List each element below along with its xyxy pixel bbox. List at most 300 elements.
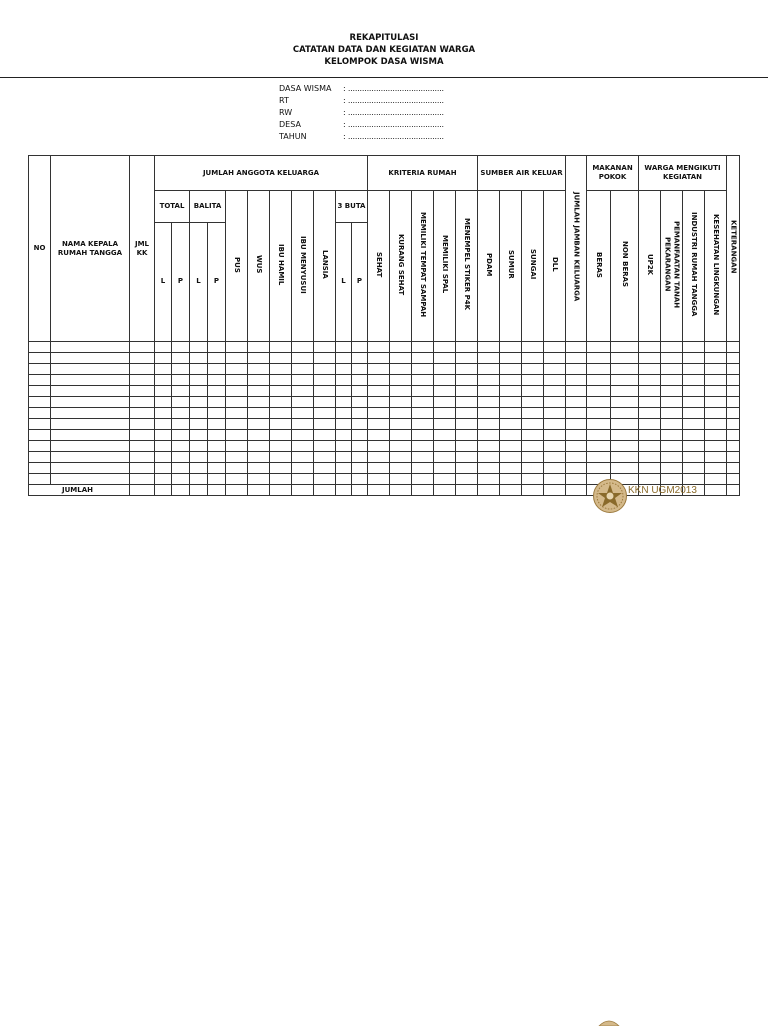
table-row (29, 408, 740, 419)
table-cell (130, 342, 155, 353)
table-cell (639, 386, 661, 397)
table-cell (456, 397, 478, 408)
col-pekarangan-label: PEMANFAATAN TANAH PEKARANGAN (663, 220, 681, 309)
table-cell (434, 364, 456, 375)
table-cell (226, 474, 248, 485)
table-cell (544, 463, 566, 474)
table-cell (292, 375, 314, 386)
col-pdam-header (478, 191, 500, 342)
table-cell (566, 342, 587, 353)
table-cell (456, 353, 478, 364)
table-cell (352, 430, 368, 441)
table-cell (130, 353, 155, 364)
table-cell (314, 397, 336, 408)
table-cell (155, 353, 172, 364)
table-cell (500, 474, 522, 485)
col-non-beras-label: NON BERAS (621, 241, 629, 288)
table-cell (705, 397, 727, 408)
table-cell (566, 375, 587, 386)
col-wus-header (248, 191, 270, 342)
table-row (29, 430, 740, 441)
table-cell (352, 441, 368, 452)
table-cell (683, 353, 705, 364)
col-jml-kk-header: JML KK (130, 156, 155, 342)
table-cell (500, 353, 522, 364)
table-cell (434, 408, 456, 419)
table-cell (611, 386, 639, 397)
table-cell (434, 386, 456, 397)
table-cell (130, 419, 155, 430)
table-cell (705, 353, 727, 364)
col-ibu-hamil-header (270, 191, 292, 342)
col-balita-p-header: P (208, 222, 226, 342)
col-nama-header: NAMA KEPALA RUMAH TANGGA (51, 156, 130, 342)
header-divider (0, 77, 768, 78)
table-cell (314, 364, 336, 375)
col-sehat-header (368, 191, 390, 342)
col-stiker-label: MENEMPEL STIKER P4K (463, 218, 471, 311)
table-cell (29, 353, 51, 364)
info-fields (279, 83, 444, 143)
table-cell (683, 452, 705, 463)
col-keterangan-label: KETERANGAN (729, 220, 738, 274)
info-label: DASA WISMA (279, 84, 332, 93)
table-cell (172, 474, 190, 485)
table-cell (248, 430, 270, 441)
table-cell (390, 364, 412, 375)
col-spal-header (434, 191, 456, 342)
table-cell (270, 463, 292, 474)
table-cell (51, 441, 130, 452)
table-cell (412, 364, 434, 375)
title-line-1: REKAPITULASI (349, 33, 419, 43)
table-cell (51, 342, 130, 353)
total-cell (248, 485, 270, 496)
info-row-rw (279, 107, 444, 119)
table-cell (727, 474, 740, 485)
table-cell (352, 386, 368, 397)
table-cell (456, 342, 478, 353)
col-jamban-label: JUMLAH JAMBAN KELUARGA (572, 192, 581, 302)
info-value: : ......................................... (343, 108, 444, 117)
col-industri-label: INDUSTRI RUMAH TANGGA (690, 212, 698, 317)
info-value: : ......................................... (343, 96, 444, 105)
table-cell (314, 408, 336, 419)
table-cell (336, 342, 352, 353)
table-cell (661, 430, 683, 441)
table-cell (190, 375, 208, 386)
table-cell (292, 408, 314, 419)
table-cell (29, 441, 51, 452)
table-cell (51, 353, 130, 364)
table-cell (368, 386, 390, 397)
table-cell (292, 353, 314, 364)
table-cell (208, 474, 226, 485)
col-industri-header (683, 191, 705, 342)
table-cell (500, 463, 522, 474)
table-cell (352, 474, 368, 485)
table-row (29, 375, 740, 386)
table-cell (155, 386, 172, 397)
col-pdam-label: PDAM (485, 252, 493, 277)
table-cell (611, 463, 639, 474)
total-cell (352, 485, 368, 496)
table-cell (226, 342, 248, 353)
table-row (29, 463, 740, 474)
table-cell (292, 430, 314, 441)
table-cell (522, 441, 544, 452)
table-cell (544, 375, 566, 386)
table-cell (130, 386, 155, 397)
table-cell (705, 452, 727, 463)
table-cell (51, 419, 130, 430)
table-cell (190, 342, 208, 353)
table-row (29, 474, 740, 485)
col-stiker-header (456, 191, 478, 342)
table-cell (478, 463, 500, 474)
table-cell (639, 441, 661, 452)
table-cell (248, 342, 270, 353)
table-cell (368, 375, 390, 386)
table-cell (208, 419, 226, 430)
table-cell (51, 452, 130, 463)
table-cell (51, 386, 130, 397)
table-cell (130, 474, 155, 485)
col-pus-label: PUS (233, 256, 241, 273)
table-cell (705, 419, 727, 430)
table-cell (683, 386, 705, 397)
table-cell (226, 386, 248, 397)
table-cell (352, 375, 368, 386)
col-tempat-sampah-header (412, 191, 434, 342)
col-total-l-header: L (155, 222, 172, 342)
total-cell (368, 485, 390, 496)
table-cell (130, 364, 155, 375)
table-row (29, 397, 740, 408)
table-cell (336, 463, 352, 474)
table-cell (412, 441, 434, 452)
group-warga-kegiatan-header: WARGA MENGIKUTI KEGIATAN (639, 156, 727, 191)
table-cell (190, 474, 208, 485)
table-cell (29, 342, 51, 353)
col-spal-label: MEMILIKI SPAL (441, 235, 449, 294)
table-cell (639, 397, 661, 408)
table-cell (292, 419, 314, 430)
table-cell (51, 397, 130, 408)
table-cell (248, 474, 270, 485)
table-row (29, 452, 740, 463)
table-body (29, 342, 740, 496)
col-beras-label: BERAS (595, 251, 603, 278)
table-cell (314, 353, 336, 364)
table-cell (130, 375, 155, 386)
col-dll-label: DLL (551, 257, 559, 272)
table-cell (522, 419, 544, 430)
table-cell (683, 397, 705, 408)
table-cell (130, 463, 155, 474)
table-cell (478, 364, 500, 375)
table-cell (314, 375, 336, 386)
table-cell (683, 342, 705, 353)
table-cell (314, 430, 336, 441)
table-cell (412, 474, 434, 485)
table-cell (705, 375, 727, 386)
table-cell (639, 463, 661, 474)
table-cell (190, 452, 208, 463)
col-buta-l-header: L (336, 222, 352, 342)
table-cell (292, 441, 314, 452)
table-cell (522, 342, 544, 353)
col-kesling-label: KESEHATAN LINGKUNGAN (712, 213, 720, 316)
table-cell (500, 430, 522, 441)
table-cell (412, 386, 434, 397)
table-cell (292, 452, 314, 463)
table-cell (390, 441, 412, 452)
table-cell (314, 452, 336, 463)
table-cell (705, 408, 727, 419)
col-pekarangan-header (661, 191, 683, 342)
table-cell (352, 419, 368, 430)
total-label: JUMLAH (29, 485, 130, 496)
table-cell (336, 474, 352, 485)
table-cell (727, 408, 740, 419)
table-cell (661, 342, 683, 353)
table-cell (248, 386, 270, 397)
total-cell (544, 485, 566, 496)
table-cell (478, 342, 500, 353)
table-cell (390, 375, 412, 386)
title-line-3: KELOMPOK DASA WISMA (324, 57, 444, 67)
col-total-p-header: P (172, 222, 190, 342)
info-label: RT (279, 96, 289, 105)
table-cell (190, 463, 208, 474)
table-cell (639, 342, 661, 353)
col-jamban-header (566, 156, 587, 342)
table-cell (208, 364, 226, 375)
col-balita-l-header: L (190, 222, 208, 342)
table-cell (412, 375, 434, 386)
table-cell (390, 408, 412, 419)
seal-fragment-icon (597, 1016, 621, 1026)
table-cell (661, 397, 683, 408)
info-row-rt (279, 95, 444, 107)
table-cell (434, 430, 456, 441)
table-cell (29, 375, 51, 386)
total-cell (226, 485, 248, 496)
table-cell (368, 419, 390, 430)
table-cell (500, 375, 522, 386)
table-cell (611, 375, 639, 386)
table-cell (336, 419, 352, 430)
table-cell (390, 463, 412, 474)
table-cell (587, 419, 611, 430)
total-cell (130, 485, 155, 496)
table-cell (172, 441, 190, 452)
table-cell (270, 452, 292, 463)
table-cell (130, 441, 155, 452)
table-cell (611, 408, 639, 419)
col-kurang-sehat-header (390, 191, 412, 342)
table-cell (226, 353, 248, 364)
table-cell (500, 397, 522, 408)
table-cell (412, 408, 434, 419)
table-cell (522, 430, 544, 441)
col-up2k-label: UP2K (646, 253, 654, 276)
col-sungai-header (522, 191, 544, 342)
table-cell (130, 452, 155, 463)
table-cell (661, 452, 683, 463)
col-sumur-header (500, 191, 522, 342)
table-cell (566, 441, 587, 452)
table-cell (29, 397, 51, 408)
table-cell (587, 452, 611, 463)
table-cell (478, 386, 500, 397)
table-cell (544, 430, 566, 441)
table-cell (683, 364, 705, 375)
table-cell (155, 463, 172, 474)
table-cell (587, 397, 611, 408)
table-cell (352, 342, 368, 353)
table-cell (522, 452, 544, 463)
table-cell (611, 397, 639, 408)
table-cell (566, 419, 587, 430)
table-cell (705, 364, 727, 375)
table-cell (390, 397, 412, 408)
table-cell (683, 474, 705, 485)
table-cell (155, 375, 172, 386)
col-buta-p-header: P (352, 222, 368, 342)
table-cell (190, 364, 208, 375)
table-cell (336, 364, 352, 375)
table-cell (172, 397, 190, 408)
table-cell (172, 375, 190, 386)
table-cell (314, 342, 336, 353)
table-cell (248, 463, 270, 474)
table-cell (270, 375, 292, 386)
table-cell (226, 430, 248, 441)
table-cell (434, 441, 456, 452)
table-cell (705, 441, 727, 452)
table-cell (51, 474, 130, 485)
table-cell (368, 342, 390, 353)
table-cell (500, 364, 522, 375)
info-value: : ......................................... (343, 132, 444, 141)
table-cell (248, 419, 270, 430)
table-cell (434, 463, 456, 474)
document-title (0, 32, 768, 68)
table-cell (208, 441, 226, 452)
table-cell (314, 441, 336, 452)
table-cell (412, 419, 434, 430)
col-sehat-label: SEHAT (375, 251, 383, 278)
table-cell (190, 397, 208, 408)
table-cell (566, 353, 587, 364)
table-cell (639, 430, 661, 441)
table-cell (190, 430, 208, 441)
table-cell (130, 408, 155, 419)
table-cell (566, 386, 587, 397)
table-cell (478, 397, 500, 408)
total-cell (208, 485, 226, 496)
group-makanan-pokok-header: MAKANAN POKOK (587, 156, 639, 191)
table-cell (390, 474, 412, 485)
table-cell (226, 441, 248, 452)
table-cell (226, 463, 248, 474)
info-value: : ......................................... (343, 120, 444, 129)
table-cell (270, 386, 292, 397)
table-cell (544, 419, 566, 430)
table-cell (208, 386, 226, 397)
table-row (29, 364, 740, 375)
table-cell (544, 441, 566, 452)
table-cell (155, 430, 172, 441)
table-cell (51, 375, 130, 386)
table-cell (130, 397, 155, 408)
title-line-2: CATATAN DATA DAN KEGIATAN WARGA (292, 45, 476, 55)
table-cell (522, 397, 544, 408)
table-cell (368, 474, 390, 485)
table-cell (456, 463, 478, 474)
table-cell (566, 397, 587, 408)
table-cell (51, 463, 130, 474)
table-cell (208, 463, 226, 474)
col-ibu-hamil-label: IBU HAMIL (277, 243, 285, 286)
table-cell (412, 397, 434, 408)
table-cell (727, 452, 740, 463)
table-cell (314, 463, 336, 474)
table-cell (29, 419, 51, 430)
table-cell (270, 342, 292, 353)
table-cell (270, 397, 292, 408)
table-cell (661, 441, 683, 452)
table-cell (336, 430, 352, 441)
group-jumlah-anggota-header: JUMLAH ANGGOTA KELUARGA (155, 156, 368, 191)
table-cell (639, 452, 661, 463)
table-cell (155, 342, 172, 353)
table-cell (336, 441, 352, 452)
table-cell (336, 408, 352, 419)
col-balita-header: BALITA (190, 191, 226, 223)
table-cell (368, 397, 390, 408)
table-cell (412, 463, 434, 474)
total-cell (705, 485, 727, 496)
table-cell (727, 342, 740, 353)
table-cell (390, 386, 412, 397)
table-cell (172, 463, 190, 474)
table-cell (478, 452, 500, 463)
table-cell (352, 408, 368, 419)
info-label: TAHUN (279, 132, 307, 141)
table-cell (352, 452, 368, 463)
table-cell (727, 397, 740, 408)
col-lansia-header (314, 191, 336, 342)
table-cell (208, 452, 226, 463)
table-cell (456, 419, 478, 430)
table-cell (434, 375, 456, 386)
table-cell (352, 364, 368, 375)
table-cell (390, 419, 412, 430)
table-cell (434, 452, 456, 463)
col-up2k-header (639, 191, 661, 342)
table-cell (456, 474, 478, 485)
table-cell (456, 386, 478, 397)
table-cell (544, 353, 566, 364)
total-cell (434, 485, 456, 496)
table-cell (248, 375, 270, 386)
col-lansia-label: LANSIA (321, 250, 329, 279)
table-cell (478, 419, 500, 430)
table-cell (566, 474, 587, 485)
